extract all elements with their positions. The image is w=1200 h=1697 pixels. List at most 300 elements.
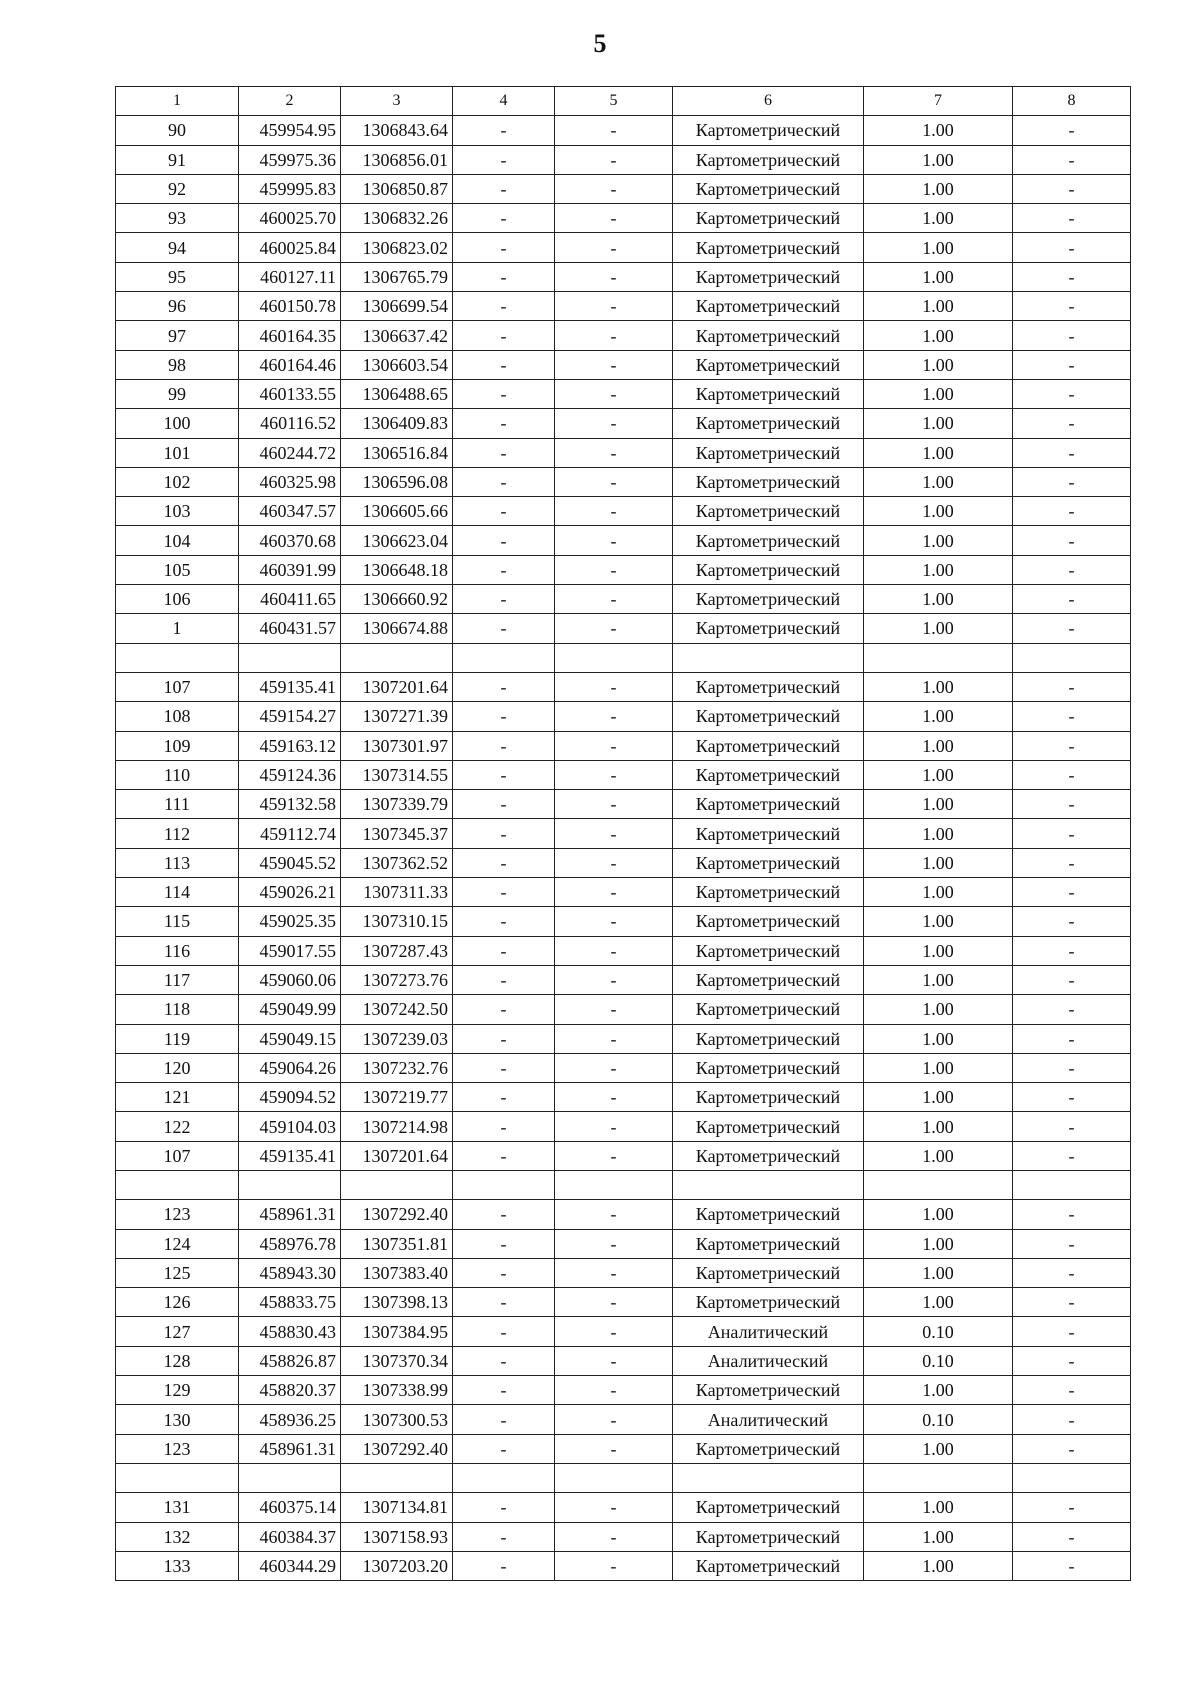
x-coordinate-cell: 459026.21	[239, 878, 341, 907]
x-coordinate-cell: 460133.55	[239, 379, 341, 408]
point-number-cell: 120	[116, 1053, 239, 1082]
x-coordinate-cell: 459132.58	[239, 790, 341, 819]
column-8-cell: -	[1013, 1493, 1131, 1522]
method-cell: Картометрический	[673, 1376, 864, 1405]
column-4-cell: -	[453, 760, 555, 789]
y-coordinate-cell: 1306648.18	[341, 555, 453, 584]
column-5-cell: -	[555, 1493, 673, 1522]
table-row	[116, 1434, 1131, 1463]
y-coordinate-cell: 1307338.99	[341, 1376, 453, 1405]
x-coordinate-cell: 460116.52	[239, 409, 341, 438]
column-5-cell: -	[555, 526, 673, 555]
accuracy-cell	[864, 1463, 1013, 1492]
x-coordinate-cell: 459995.83	[239, 174, 341, 203]
y-coordinate-cell: 1307214.98	[341, 1112, 453, 1141]
table-row	[116, 614, 1131, 643]
method-cell: Картометрический	[673, 1434, 864, 1463]
method-cell: Картометрический	[673, 1229, 864, 1258]
column-5-cell	[555, 1463, 673, 1492]
accuracy-cell: 1.00	[864, 760, 1013, 789]
point-number-cell: 102	[116, 467, 239, 496]
point-number-cell: 108	[116, 702, 239, 731]
method-cell: Аналитический	[673, 1346, 864, 1375]
accuracy-cell: 0.10	[864, 1346, 1013, 1375]
column-8-cell: -	[1013, 702, 1131, 731]
x-coordinate-cell: 459045.52	[239, 848, 341, 877]
y-coordinate-cell: 1307398.13	[341, 1288, 453, 1317]
y-coordinate-cell: 1307134.81	[341, 1493, 453, 1522]
table-row	[116, 1258, 1131, 1287]
method-cell: Картометрический	[673, 1112, 864, 1141]
column-8-cell: -	[1013, 262, 1131, 291]
column-header: 1	[116, 87, 239, 116]
x-coordinate-cell	[239, 643, 341, 672]
column-8-cell: -	[1013, 1112, 1131, 1141]
x-coordinate-cell: 459163.12	[239, 731, 341, 760]
column-4-cell: -	[453, 1229, 555, 1258]
y-coordinate-cell: 1307158.93	[341, 1522, 453, 1551]
column-8-cell: -	[1013, 614, 1131, 643]
x-coordinate-cell: 459064.26	[239, 1053, 341, 1082]
point-number-cell: 91	[116, 145, 239, 174]
method-cell: Картометрический	[673, 233, 864, 262]
accuracy-cell: 1.00	[864, 233, 1013, 262]
table-row	[116, 438, 1131, 467]
accuracy-cell: 1.00	[864, 965, 1013, 994]
column-8-cell: -	[1013, 1229, 1131, 1258]
accuracy-cell: 1.00	[864, 819, 1013, 848]
point-number-cell: 93	[116, 204, 239, 233]
column-8-cell: -	[1013, 409, 1131, 438]
point-number-cell: 123	[116, 1434, 239, 1463]
column-8-cell: -	[1013, 1288, 1131, 1317]
table-row	[116, 350, 1131, 379]
column-header: 2	[239, 87, 341, 116]
accuracy-cell: 1.00	[864, 1522, 1013, 1551]
method-cell: Картометрический	[673, 1083, 864, 1112]
accuracy-cell: 1.00	[864, 262, 1013, 291]
column-4-cell: -	[453, 1024, 555, 1053]
method-cell: Картометрический	[673, 731, 864, 760]
x-coordinate-cell: 460370.68	[239, 526, 341, 555]
column-5-cell: -	[555, 1024, 673, 1053]
column-4-cell: -	[453, 1083, 555, 1112]
column-5-cell: -	[555, 760, 673, 789]
column-5-cell: -	[555, 1288, 673, 1317]
method-cell: Картометрический	[673, 116, 864, 145]
x-coordinate-cell: 460164.35	[239, 321, 341, 350]
table-separator-row	[116, 1170, 1131, 1199]
column-5-cell: -	[555, 1229, 673, 1258]
y-coordinate-cell: 1307301.97	[341, 731, 453, 760]
accuracy-cell: 1.00	[864, 1434, 1013, 1463]
x-coordinate-cell: 459060.06	[239, 965, 341, 994]
accuracy-cell: 1.00	[864, 438, 1013, 467]
accuracy-cell: 1.00	[864, 497, 1013, 526]
point-number-cell: 116	[116, 936, 239, 965]
table-row	[116, 1053, 1131, 1082]
column-5-cell: -	[555, 409, 673, 438]
x-coordinate-cell: 458833.75	[239, 1288, 341, 1317]
column-8-cell: -	[1013, 1551, 1131, 1580]
column-4-cell: -	[453, 702, 555, 731]
point-number-cell: 125	[116, 1258, 239, 1287]
point-number-cell: 110	[116, 760, 239, 789]
y-coordinate-cell	[341, 1463, 453, 1492]
point-number-cell	[116, 1463, 239, 1492]
column-8-cell: -	[1013, 1141, 1131, 1170]
column-5-cell: -	[555, 116, 673, 145]
column-4-cell: -	[453, 409, 555, 438]
x-coordinate-cell: 460325.98	[239, 467, 341, 496]
y-coordinate-cell: 1306605.66	[341, 497, 453, 526]
method-cell: Картометрический	[673, 790, 864, 819]
column-4-cell: -	[453, 995, 555, 1024]
y-coordinate-cell: 1306637.42	[341, 321, 453, 350]
y-coordinate-cell: 1306623.04	[341, 526, 453, 555]
column-4-cell: -	[453, 1376, 555, 1405]
y-coordinate-cell: 1306660.92	[341, 585, 453, 614]
table-row	[116, 116, 1131, 145]
table-row	[116, 848, 1131, 877]
method-cell: Картометрический	[673, 995, 864, 1024]
point-number-cell: 95	[116, 262, 239, 291]
column-4-cell: -	[453, 438, 555, 467]
method-cell: Картометрический	[673, 614, 864, 643]
point-number-cell: 103	[116, 497, 239, 526]
column-5-cell: -	[555, 907, 673, 936]
table-row	[116, 409, 1131, 438]
y-coordinate-cell: 1307219.77	[341, 1083, 453, 1112]
method-cell: Картометрический	[673, 760, 864, 789]
column-8-cell: -	[1013, 731, 1131, 760]
accuracy-cell: 1.00	[864, 379, 1013, 408]
point-number-cell: 99	[116, 379, 239, 408]
y-coordinate-cell: 1307384.95	[341, 1317, 453, 1346]
accuracy-cell: 1.00	[864, 1053, 1013, 1082]
method-cell	[673, 1463, 864, 1492]
accuracy-cell: 1.00	[864, 878, 1013, 907]
method-cell: Картометрический	[673, 1141, 864, 1170]
method-cell: Картометрический	[673, 350, 864, 379]
column-4-cell: -	[453, 1258, 555, 1287]
column-4-cell: -	[453, 379, 555, 408]
x-coordinate-cell: 459104.03	[239, 1112, 341, 1141]
column-5-cell: -	[555, 555, 673, 584]
column-8-cell: -	[1013, 292, 1131, 321]
column-5-cell: -	[555, 1112, 673, 1141]
point-number-cell: 100	[116, 409, 239, 438]
method-cell: Картометрический	[673, 585, 864, 614]
y-coordinate-cell: 1307300.53	[341, 1405, 453, 1434]
x-coordinate-cell: 460391.99	[239, 555, 341, 584]
x-coordinate-cell: 460244.72	[239, 438, 341, 467]
accuracy-cell: 1.00	[864, 1112, 1013, 1141]
accuracy-cell: 1.00	[864, 1551, 1013, 1580]
method-cell: Картометрический	[673, 936, 864, 965]
column-8-cell: -	[1013, 174, 1131, 203]
column-4-cell: -	[453, 1317, 555, 1346]
column-5-cell: -	[555, 1258, 673, 1287]
table-row	[116, 702, 1131, 731]
x-coordinate-cell: 460025.70	[239, 204, 341, 233]
column-8-cell: -	[1013, 760, 1131, 789]
column-8-cell: -	[1013, 936, 1131, 965]
accuracy-cell: 1.00	[864, 145, 1013, 174]
table-separator-row	[116, 643, 1131, 672]
y-coordinate-cell: 1307314.55	[341, 760, 453, 789]
column-8-cell	[1013, 643, 1131, 672]
x-coordinate-cell: 458961.31	[239, 1434, 341, 1463]
point-number-cell: 117	[116, 965, 239, 994]
method-cell: Картометрический	[673, 1522, 864, 1551]
method-cell: Картометрический	[673, 1493, 864, 1522]
table-row	[116, 760, 1131, 789]
column-header: 4	[453, 87, 555, 116]
column-5-cell: -	[555, 379, 673, 408]
x-coordinate-cell: 459135.41	[239, 672, 341, 701]
y-coordinate-cell: 1306843.64	[341, 116, 453, 145]
column-8-cell: -	[1013, 1346, 1131, 1375]
point-number-cell: 111	[116, 790, 239, 819]
y-coordinate-cell: 1307351.81	[341, 1229, 453, 1258]
column-4-cell: -	[453, 262, 555, 291]
y-coordinate-cell: 1306603.54	[341, 350, 453, 379]
column-8-cell: -	[1013, 438, 1131, 467]
column-5-cell: -	[555, 1141, 673, 1170]
column-5-cell: -	[555, 1346, 673, 1375]
table-row	[116, 497, 1131, 526]
point-number-cell: 115	[116, 907, 239, 936]
accuracy-cell: 1.00	[864, 995, 1013, 1024]
column-5-cell: -	[555, 145, 673, 174]
point-number-cell	[116, 1170, 239, 1199]
table-row	[116, 1346, 1131, 1375]
column-4-cell	[453, 1463, 555, 1492]
accuracy-cell: 0.10	[864, 1317, 1013, 1346]
column-5-cell: -	[555, 995, 673, 1024]
column-8-cell: -	[1013, 145, 1131, 174]
column-8-cell: -	[1013, 995, 1131, 1024]
point-number-cell: 122	[116, 1112, 239, 1141]
accuracy-cell: 1.00	[864, 350, 1013, 379]
method-cell: Картометрический	[673, 409, 864, 438]
accuracy-cell	[864, 1170, 1013, 1199]
accuracy-cell: 0.10	[864, 1405, 1013, 1434]
point-number-cell: 109	[116, 731, 239, 760]
table-row	[116, 731, 1131, 760]
y-coordinate-cell: 1307310.15	[341, 907, 453, 936]
column-4-cell: -	[453, 145, 555, 174]
y-coordinate-cell: 1307339.79	[341, 790, 453, 819]
x-coordinate-cell: 458961.31	[239, 1200, 341, 1229]
accuracy-cell: 1.00	[864, 204, 1013, 233]
method-cell: Картометрический	[673, 1053, 864, 1082]
column-5-cell: -	[555, 1434, 673, 1463]
table-row	[116, 878, 1131, 907]
column-8-cell: -	[1013, 1258, 1131, 1287]
column-8-cell: -	[1013, 233, 1131, 262]
point-number-cell: 123	[116, 1200, 239, 1229]
column-8-cell	[1013, 1463, 1131, 1492]
accuracy-cell: 1.00	[864, 467, 1013, 496]
column-4-cell: -	[453, 497, 555, 526]
accuracy-cell: 1.00	[864, 1024, 1013, 1053]
method-cell: Картометрический	[673, 467, 864, 496]
column-4-cell: -	[453, 526, 555, 555]
table-row	[116, 467, 1131, 496]
table-row	[116, 1376, 1131, 1405]
column-4-cell	[453, 1170, 555, 1199]
method-cell: Картометрический	[673, 1551, 864, 1580]
column-4-cell: -	[453, 1434, 555, 1463]
table-row	[116, 1317, 1131, 1346]
x-coordinate-cell: 458826.87	[239, 1346, 341, 1375]
column-5-cell: -	[555, 848, 673, 877]
table-row	[116, 672, 1131, 701]
column-4-cell: -	[453, 174, 555, 203]
column-8-cell: -	[1013, 1317, 1131, 1346]
column-5-cell: -	[555, 467, 673, 496]
y-coordinate-cell: 1307292.40	[341, 1200, 453, 1229]
accuracy-cell: 1.00	[864, 1288, 1013, 1317]
point-number-cell: 107	[116, 672, 239, 701]
table-body	[116, 87, 1131, 1581]
y-coordinate-cell: 1307232.76	[341, 1053, 453, 1082]
table-row	[116, 145, 1131, 174]
column-5-cell	[555, 1170, 673, 1199]
column-4-cell	[453, 643, 555, 672]
point-number-cell: 94	[116, 233, 239, 262]
column-4-cell: -	[453, 672, 555, 701]
x-coordinate-cell: 459017.55	[239, 936, 341, 965]
point-number-cell: 105	[116, 555, 239, 584]
column-8-cell: -	[1013, 585, 1131, 614]
column-4-cell: -	[453, 1288, 555, 1317]
column-4-cell: -	[453, 292, 555, 321]
column-8-cell: -	[1013, 350, 1131, 379]
column-5-cell: -	[555, 204, 673, 233]
column-8-cell: -	[1013, 497, 1131, 526]
column-4-cell: -	[453, 1405, 555, 1434]
point-number-cell: 127	[116, 1317, 239, 1346]
column-4-cell: -	[453, 1053, 555, 1082]
y-coordinate-cell: 1306699.54	[341, 292, 453, 321]
column-4-cell: -	[453, 585, 555, 614]
x-coordinate-cell: 459112.74	[239, 819, 341, 848]
y-coordinate-cell: 1306832.26	[341, 204, 453, 233]
y-coordinate-cell: 1307292.40	[341, 1434, 453, 1463]
accuracy-cell: 1.00	[864, 409, 1013, 438]
table-separator-row	[116, 1463, 1131, 1492]
y-coordinate-cell: 1306850.87	[341, 174, 453, 203]
x-coordinate-cell: 458830.43	[239, 1317, 341, 1346]
method-cell: Картометрический	[673, 321, 864, 350]
table-row	[116, 1288, 1131, 1317]
table-row	[116, 1083, 1131, 1112]
column-5-cell: -	[555, 1317, 673, 1346]
method-cell: Аналитический	[673, 1405, 864, 1434]
column-5-cell: -	[555, 262, 673, 291]
accuracy-cell: 1.00	[864, 1141, 1013, 1170]
method-cell: Картометрический	[673, 702, 864, 731]
point-number-cell: 113	[116, 848, 239, 877]
y-coordinate-cell: 1306488.65	[341, 379, 453, 408]
point-number-cell: 96	[116, 292, 239, 321]
x-coordinate-cell: 458943.30	[239, 1258, 341, 1287]
table-row	[116, 204, 1131, 233]
column-8-cell: -	[1013, 1200, 1131, 1229]
point-number-cell: 104	[116, 526, 239, 555]
column-5-cell: -	[555, 292, 673, 321]
method-cell: Картометрический	[673, 292, 864, 321]
point-number-cell	[116, 643, 239, 672]
column-4-cell: -	[453, 1493, 555, 1522]
accuracy-cell: 1.00	[864, 1493, 1013, 1522]
point-number-cell: 121	[116, 1083, 239, 1112]
column-8-cell	[1013, 1170, 1131, 1199]
accuracy-cell: 1.00	[864, 292, 1013, 321]
column-5-cell: -	[555, 233, 673, 262]
accuracy-cell	[864, 643, 1013, 672]
column-5-cell: -	[555, 1083, 673, 1112]
point-number-cell: 124	[116, 1229, 239, 1258]
x-coordinate-cell	[239, 1463, 341, 1492]
y-coordinate-cell: 1306823.02	[341, 233, 453, 262]
y-coordinate-cell: 1307201.64	[341, 672, 453, 701]
column-5-cell: -	[555, 819, 673, 848]
y-coordinate-cell: 1307345.37	[341, 819, 453, 848]
point-number-cell: 97	[116, 321, 239, 350]
table-row	[116, 1405, 1131, 1434]
table-row	[116, 174, 1131, 203]
column-5-cell: -	[555, 790, 673, 819]
x-coordinate-cell: 459154.27	[239, 702, 341, 731]
column-5-cell: -	[555, 965, 673, 994]
column-8-cell: -	[1013, 116, 1131, 145]
point-number-cell: 101	[116, 438, 239, 467]
table-row	[116, 1024, 1131, 1053]
x-coordinate-cell: 460411.65	[239, 585, 341, 614]
accuracy-cell: 1.00	[864, 1229, 1013, 1258]
x-coordinate-cell: 460384.37	[239, 1522, 341, 1551]
table-row	[116, 1229, 1131, 1258]
method-cell: Картометрический	[673, 1024, 864, 1053]
column-8-cell: -	[1013, 672, 1131, 701]
point-number-cell: 131	[116, 1493, 239, 1522]
column-4-cell: -	[453, 790, 555, 819]
column-5-cell: -	[555, 350, 673, 379]
method-cell: Картометрический	[673, 1258, 864, 1287]
column-8-cell: -	[1013, 1083, 1131, 1112]
column-header: 7	[864, 87, 1013, 116]
column-4-cell: -	[453, 116, 555, 145]
column-4-cell: -	[453, 1200, 555, 1229]
x-coordinate-cell: 459124.36	[239, 760, 341, 789]
x-coordinate-cell: 459025.35	[239, 907, 341, 936]
column-4-cell: -	[453, 731, 555, 760]
x-coordinate-cell: 459049.15	[239, 1024, 341, 1053]
column-4-cell: -	[453, 614, 555, 643]
column-header: 6	[673, 87, 864, 116]
column-8-cell: -	[1013, 819, 1131, 848]
x-coordinate-cell: 460164.46	[239, 350, 341, 379]
y-coordinate-cell: 1307203.20	[341, 1551, 453, 1580]
column-5-cell: -	[555, 1200, 673, 1229]
column-4-cell: -	[453, 204, 555, 233]
point-number-cell: 114	[116, 878, 239, 907]
table-row	[116, 526, 1131, 555]
